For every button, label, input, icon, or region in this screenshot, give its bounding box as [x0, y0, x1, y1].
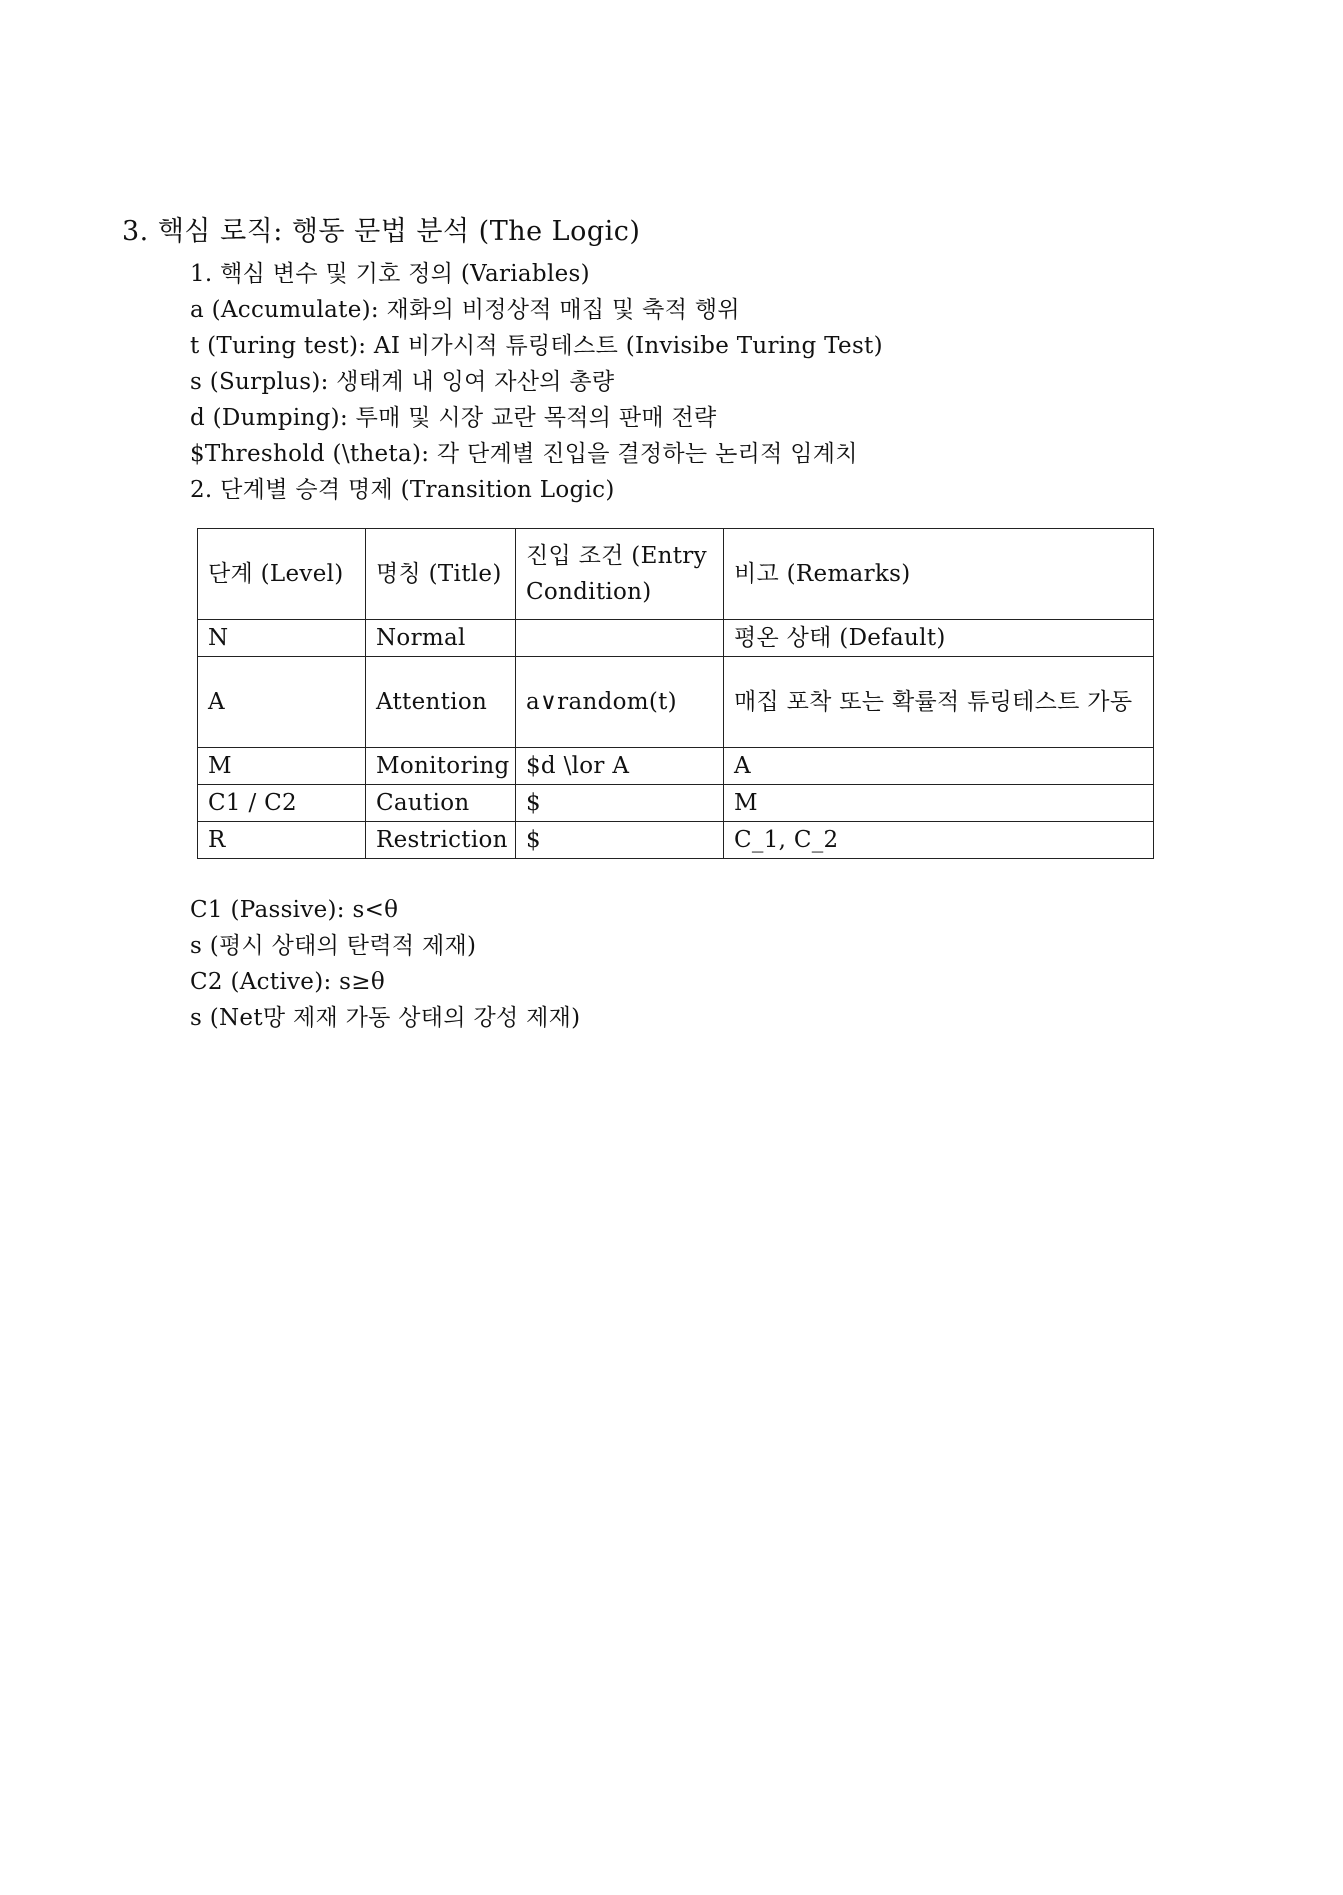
- cell-level: R: [198, 822, 366, 859]
- cell-title: Monitoring: [366, 748, 516, 785]
- variables-title: 1. 핵심 변수 및 기호 정의 (Variables): [190, 261, 590, 287]
- cell-level: M: [198, 748, 366, 785]
- note-c1-condition: C1 (Passive): s<θ: [190, 897, 399, 923]
- cell-level: A: [198, 657, 366, 748]
- cell-title: Caution: [366, 785, 516, 822]
- cell-remarks: 평온 상태 (Default): [724, 620, 1154, 657]
- header-remarks: 비고 (Remarks): [724, 529, 1154, 620]
- cell-remarks: 매집 포착 또는 확률적 튜링테스트 가동: [724, 657, 1154, 748]
- cell-level: C1 / C2: [198, 785, 366, 822]
- variable-item-surplus: s (Surplus): 생태계 내 잉여 자산의 총량: [190, 369, 615, 395]
- cell-level: N: [198, 620, 366, 657]
- cell-entry-condition: $d \lor A: [516, 748, 724, 785]
- note-c1-description: s (평시 상태의 탄력적 제재): [190, 933, 477, 959]
- cell-remarks: A: [724, 748, 1154, 785]
- cell-title: Restriction: [366, 822, 516, 859]
- cell-remarks: M: [724, 785, 1154, 822]
- variable-item-turing-test: t (Turing test): AI 비가시적 튜링테스트 (Invisibe Turing Test): [190, 333, 883, 359]
- table-row: [198, 657, 1154, 748]
- table-row: [198, 822, 1154, 859]
- transition-title: 2. 단계별 승격 명제 (Transition Logic): [190, 477, 615, 503]
- header-entry-condition: 진입 조건 (Entry Condition): [516, 529, 724, 620]
- variable-item-dumping: d (Dumping): 투매 및 시장 교란 목적의 판매 전략: [190, 405, 717, 431]
- table-header-row: [198, 529, 1154, 620]
- section-heading: 3. 핵심 로직: 행동 문법 분석 (The Logic): [122, 216, 641, 247]
- cell-entry-condition: $: [516, 822, 724, 859]
- cell-entry-condition: a∨random(t): [516, 657, 724, 748]
- table-row: [198, 785, 1154, 822]
- cell-entry-condition: [516, 620, 724, 657]
- table-row: [198, 620, 1154, 657]
- transition-table: [197, 528, 1154, 859]
- cell-title: Normal: [366, 620, 516, 657]
- header-title: 명칭 (Title): [366, 529, 516, 620]
- variable-item-threshold: $Threshold (\theta): 각 단계별 진입을 결정하는 논리적 임계치: [190, 441, 858, 467]
- variable-item-accumulate: a (Accumulate): 재화의 비정상적 매집 및 축적 행위: [190, 297, 740, 323]
- cell-title: Attention: [366, 657, 516, 748]
- note-c2-description: s (Net망 제재 가동 상태의 강성 제재): [190, 1005, 581, 1031]
- table-row: [198, 748, 1154, 785]
- note-c2-condition: C2 (Active): s≥θ: [190, 969, 385, 995]
- cell-remarks: C_1, C_2: [724, 822, 1154, 859]
- cell-entry-condition: $: [516, 785, 724, 822]
- header-level: 단계 (Level): [198, 529, 366, 620]
